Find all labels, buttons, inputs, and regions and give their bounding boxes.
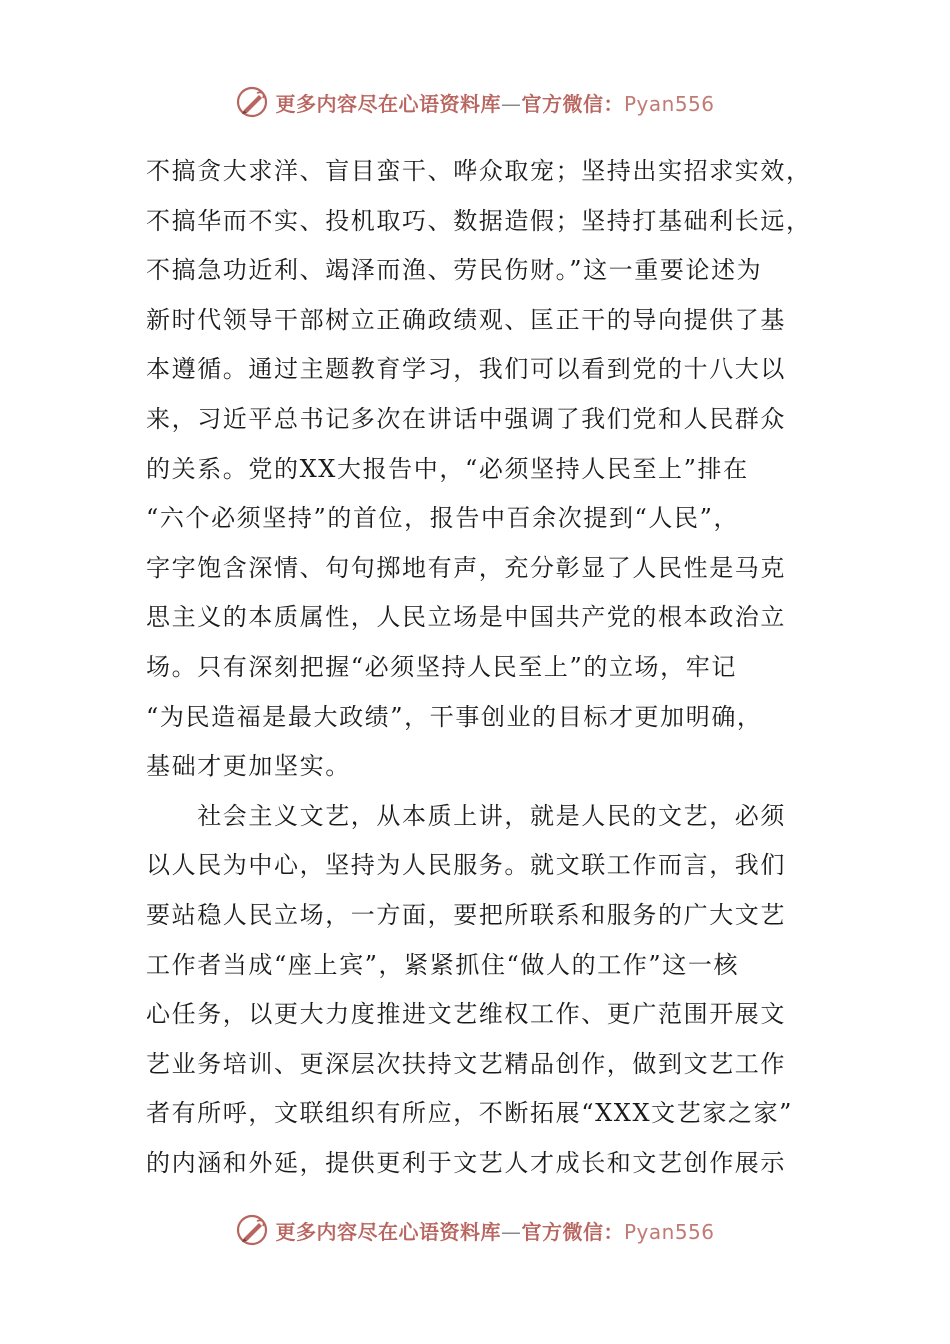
banner-main-text: 更多内容尽在心语资料库 [275,91,501,116]
banner-separator: — [500,1219,522,1244]
text-line: “六个必须坚持”的首位，报告中百余次提到“人民”， [146,504,740,533]
banner-wechat-label: 官方微信： [521,91,624,116]
banner-separator: — [500,91,522,116]
text-line: 艺业务培训、更深层次扶持文艺精品创作，做到文艺工作 [146,1049,786,1078]
pen-logo-icon [235,85,269,119]
text-line: 的关系。党的XX大报告中，“必须坚持人民至上”排在 [146,454,749,483]
text-line: 以人民为中心，坚持为人民服务。就文联工作而言，我们 [146,851,786,880]
banner-wechat-id: Pyan556 [623,91,715,116]
text-line: 者有所呼，文联组织有所应，不断拓展“XXX文艺家之家” [146,1099,793,1128]
text-line: 新时代领导干部树立正确政绩观、匡正干的导向提供了基 [146,305,786,334]
text-line: 来，习近平总书记多次在讲话中强调了我们党和人民群众 [146,404,786,433]
text-line: 场。只有深刻把握“必须坚持人民至上”的立场，牢记 [146,652,737,681]
text-line: 不搞华而不实、投机取巧、数据造假；坚持打基础利长远， [146,206,812,235]
banner-text [275,1216,714,1245]
footer-banner [0,1210,950,1250]
banner-main-text: 更多内容尽在心语资料库 [275,1219,501,1244]
text-line: 基础才更加坚实。 [146,752,351,781]
banner-wechat-label: 官方微信： [521,1219,624,1244]
banner-text [275,88,714,117]
text-line: 的内涵和外延，提供更利于文艺人才成长和文艺创作展示 [146,1148,786,1177]
paragraph-start-line: 社会主义文艺，从本质上讲，就是人民的文艺，必须 [146,801,786,830]
header-banner [0,82,950,122]
text-line: 不搞急功近利、竭泽而渔、劳民伤财。”这一重要论述为 [146,256,763,285]
text-line: 思主义的本质属性，人民立场是中国共产党的根本政治立 [146,603,786,632]
text-line: 字字饱含深情、句句掷地有声，充分彰显了人民性是马克 [146,553,786,582]
pen-logo-icon [235,1213,269,1247]
article-body [146,147,812,1188]
text-line: 本遵循。通过主题教育学习，我们可以看到党的十八大以 [146,355,786,384]
text-line: 不搞贪大求洋、盲目蛮干、哗众取宠；坚持出实招求实效， [146,157,812,185]
text-line: “为民造福是最大政绩”，干事创业的目标才更加明确， [146,702,763,731]
text-line: 工作者当成“座上宾”，紧紧抓住“做人的工作”这一核 [146,950,740,979]
text-line: 心任务，以更大力度推进文艺维权工作、更广范围开展文 [146,1000,786,1029]
banner-wechat-id: Pyan556 [623,1219,715,1244]
text-line: 要站稳人民立场，一方面，要把所联系和服务的广大文艺 [146,900,786,929]
